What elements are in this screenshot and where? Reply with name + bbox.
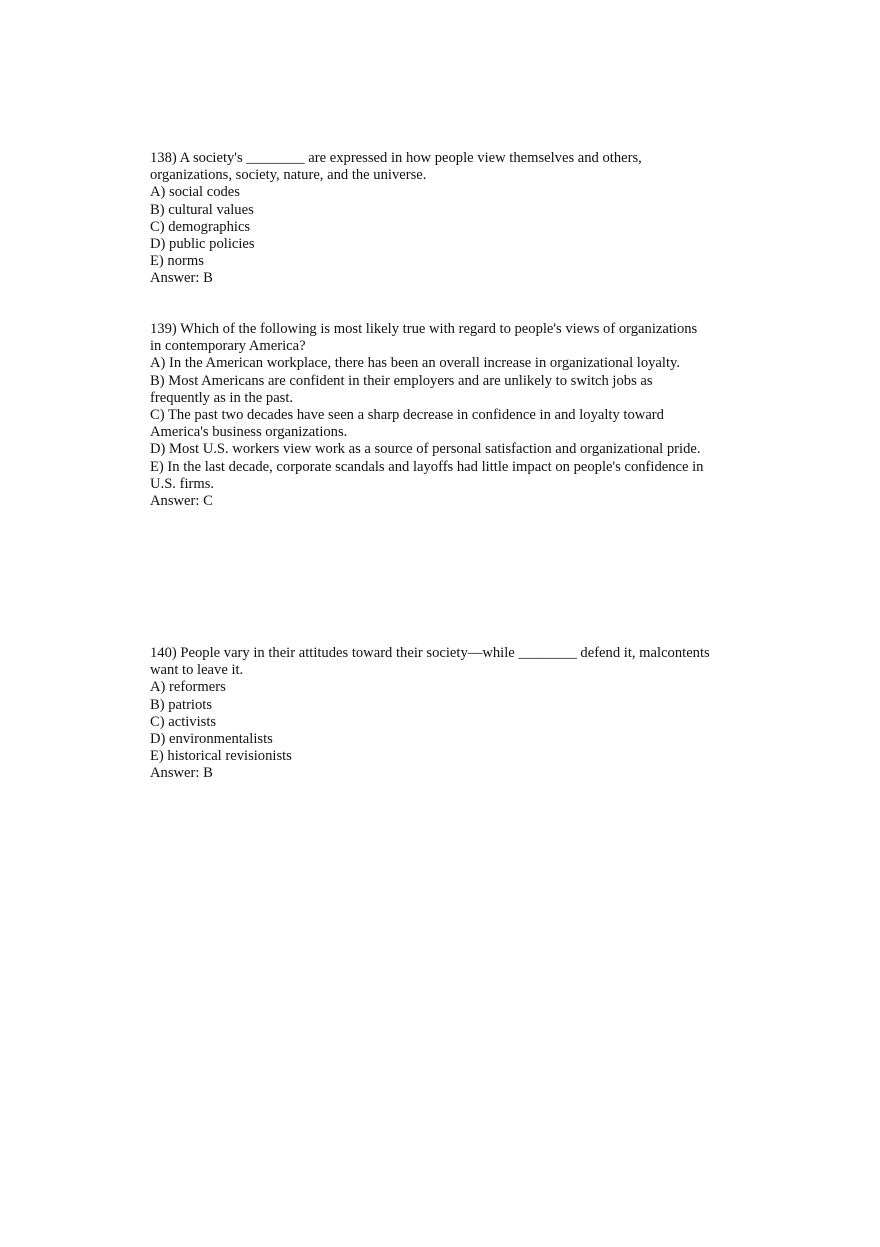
answer-option-d [150,731,710,748]
question-stem-line: 139) Which of the following is most likely true with regard to people's views of organizations [150,321,698,337]
option-text-line: E) norms [150,253,204,270]
answer-option-c [150,714,710,731]
answer-key: Answer: B [150,270,213,287]
answer-option-e [150,459,703,493]
option-text-line: E) historical revisionists [150,748,292,765]
question-140 [150,645,710,783]
option-text-line: A) reformers [150,679,226,696]
answer-option-b [150,373,703,407]
answer-option-a [150,355,703,372]
option-text-line: D) public policies [150,236,255,253]
answer-option-d [150,236,642,253]
option-text-line: C) The past two decades have seen a sharp decrease in confidence in and loyalty toward [150,407,664,424]
answer-option-a [150,184,642,201]
answer-key: Answer: B [150,765,213,782]
option-text-line: frequently as in the past. [150,389,294,406]
option-text-line: E) In the last decade, corporate scandals and layoffs had little impact on people's confidence in [150,458,704,475]
option-text-line: A) social codes [150,184,240,201]
question-stem-line: want to leave it. [150,662,244,679]
option-text-line: America's business organizations. [150,424,348,441]
answer-option-e [150,748,710,765]
option-text-line: C) activists [150,713,217,730]
question-stem-line: in contemporary America? [150,338,306,355]
answer-option-b [150,202,642,219]
answer-option-a [150,679,710,696]
answer-key: Answer: C [150,493,213,510]
option-text-line: D) Most U.S. workers view work as a source of personal satisfaction and organizational pride. [150,441,701,458]
option-text-line: D) environmentalists [150,731,273,748]
answer-option-d [150,441,703,458]
option-text-line: B) cultural values [150,201,254,218]
question-stem-line: 138) A society's ________ are expressed in how people view themselves and others, [150,150,642,166]
option-text-line: A) In the American workplace, there has been an overall increase in organizational loyalty. [150,355,681,372]
option-text-line: B) patriots [150,696,213,713]
option-text-line: B) Most Americans are confident in their employers and are unlikely to switch jobs as [150,372,653,389]
answer-option-c [150,407,703,441]
answer-option-b [150,697,710,714]
answer-option-e [150,253,642,270]
question-139 [150,321,703,510]
question-stem-line: 140) People vary in their attitudes toward their society—while ________ defend it, malcontents [150,645,710,661]
question-138 [150,150,642,288]
answer-option-c [150,219,642,236]
option-text-line: U.S. firms. [150,475,215,492]
question-stem-line: organizations, society, nature, and the universe. [150,167,427,184]
option-text-line: C) demographics [150,218,251,235]
